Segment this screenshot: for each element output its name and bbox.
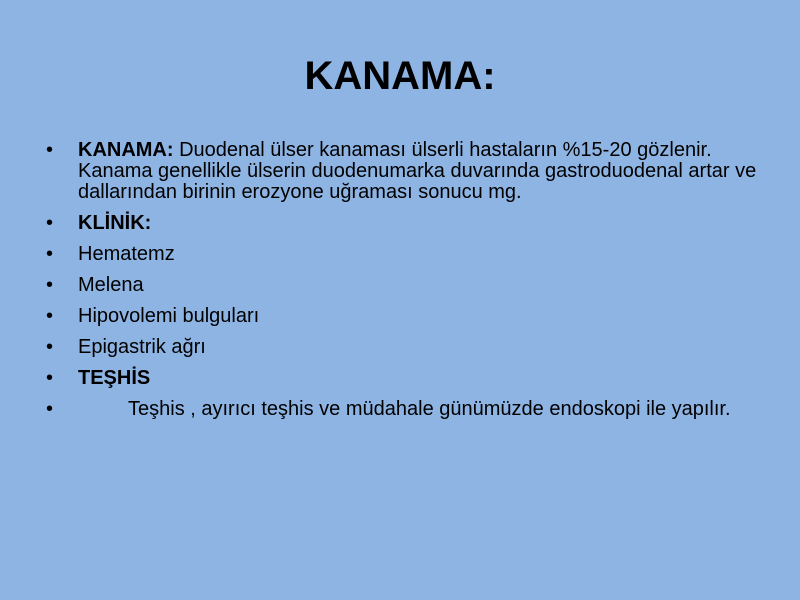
bullet-text: Hipovolemi bulguları bbox=[78, 305, 260, 327]
bullet-icon: • bbox=[46, 336, 54, 358]
list-item-teshis-text bbox=[40, 399, 760, 420]
bullet-icon: • bbox=[46, 212, 54, 234]
bullet-icon: • bbox=[46, 398, 54, 420]
bullet-list bbox=[40, 140, 760, 430]
slide-title: KANAMA: bbox=[304, 54, 496, 98]
bullet-icon: • bbox=[46, 139, 54, 161]
bullet-text: Duodenal ülser kanaması ülserli hastaların %15-20 gözlenir. Kanama genellikle ülserin duodenumarka duvarında gastroduodenal artar ve dallarından birinin erozyone uğraması sonucu mg. bbox=[78, 139, 757, 203]
bullet-text: Teşhis , ayırıcı teşhis ve müdahale günümüzde endoskopi ile yapılır. bbox=[128, 398, 731, 420]
bullet-text: Hematemz bbox=[78, 243, 175, 265]
list-item-hematemz bbox=[40, 244, 760, 265]
list-item-epigastrik bbox=[40, 337, 760, 358]
list-item-kanama bbox=[40, 140, 760, 203]
bullet-heading: KANAMA: bbox=[78, 139, 174, 161]
list-item-hipovolemi bbox=[40, 306, 760, 327]
bullet-icon: • bbox=[46, 367, 54, 389]
list-item-melena bbox=[40, 275, 760, 296]
list-item-klinik bbox=[40, 213, 760, 234]
list-item-teshis bbox=[40, 368, 760, 389]
bullet-heading: TEŞHİS bbox=[78, 367, 151, 389]
bullet-icon: • bbox=[46, 243, 54, 265]
bullet-icon: • bbox=[46, 274, 54, 296]
bullet-heading: KLİNİK: bbox=[78, 212, 152, 234]
bullet-icon: • bbox=[46, 305, 54, 327]
bullet-text: Epigastrik ağrı bbox=[78, 336, 206, 358]
bullet-text: Melena bbox=[78, 274, 144, 296]
